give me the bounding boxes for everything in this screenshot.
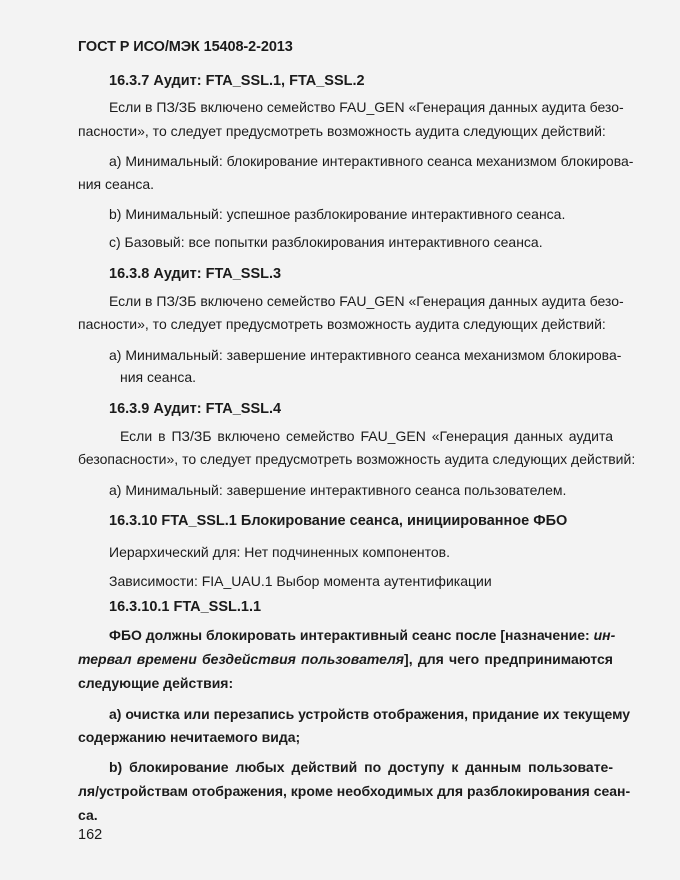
- subsection-title-16-3-10-1: 16.3.10.1 FTA_SSL.1.1: [109, 599, 262, 615]
- page-number: 162: [78, 827, 103, 843]
- assignment-text: ин-: [593, 627, 616, 643]
- paragraph-line: пасности», то следует предусмотреть возможность аудита следующих действий:: [78, 123, 606, 139]
- dependencies-line: Зависимости: FIA_UAU.1 Выбор момента аутентификации: [109, 573, 492, 589]
- document-header: ГОСТ Р ИСО/МЭК 15408-2-2013: [78, 39, 293, 55]
- requirement-item-a-continuation: содержанию нечитаемого вида;: [78, 729, 301, 745]
- list-item-c: с) Базовый: все попытки разблокирования интерактивного сеанса.: [109, 234, 543, 250]
- list-item-a: а) Минимальный: завершение интерактивного сеанса механизмом блокирова-: [109, 347, 622, 363]
- requirement-item-a: а) очистка или перезапись устройств отображения, придание их текущему: [109, 706, 631, 722]
- requirement-line: [78, 650, 613, 668]
- hierarchical-line: Иерархический для: Нет подчиненных компонентов.: [109, 544, 450, 560]
- assignment-text: тервал времени бездействия пользователя: [78, 651, 405, 667]
- requirement-item-b-continuation: ля/устройствам отображения, кроме необходимых для разблокирования сеан-: [78, 783, 631, 799]
- paragraph-line: пасности», то следует предусмотреть возможность аудита следующих действий:: [78, 316, 606, 332]
- section-title-16-3-7: 16.3.7 Аудит: FTA_SSL.1, FTA_SSL.2: [109, 73, 365, 89]
- requirement-text: ], для чего предпринимаются: [404, 651, 613, 667]
- list-item-a-continuation: ния сеанса.: [78, 176, 155, 192]
- requirement-line: следующие действия:: [78, 675, 234, 691]
- paragraph-line: безопасности», то следует предусмотреть возможность аудита следующих действий:: [78, 451, 636, 467]
- list-item-a-continuation: ния сеанса.: [120, 369, 197, 385]
- requirement-text: ФБО должны блокировать интерактивный сеанс после [назначение:: [109, 627, 594, 643]
- list-item-b: b) Минимальный: успешное разблокирование интерактивного сеанса.: [109, 206, 566, 222]
- requirement-item-b-continuation: са.: [78, 807, 98, 823]
- list-item-a: а) Минимальный: блокирование интерактивного сеанса механизмом блокирова-: [109, 153, 634, 169]
- section-title-16-3-9: 16.3.9 Аудит: FTA_SSL.4: [109, 401, 282, 417]
- section-title-16-3-8: 16.3.8 Аудит: FTA_SSL.3: [109, 266, 282, 282]
- section-title-16-3-10: 16.3.10 FTA_SSL.1 Блокирование сеанса, инициированное ФБО: [109, 513, 568, 529]
- paragraph-line: Если в ПЗ/ЗБ включено семейство FAU_GEN «Генерация данных аудита безо-: [109, 293, 624, 309]
- paragraph-line: Если в ПЗ/ЗБ включено семейство FAU_GEN «Генерация данных аудита: [120, 428, 613, 444]
- requirement-item-b: b) блокирование любых действий по доступу к данным пользовате-: [109, 759, 613, 775]
- list-item-a: а) Минимальный: завершение интерактивного сеанса пользователем.: [109, 482, 567, 498]
- requirement-line: [109, 626, 616, 644]
- paragraph-line: Если в ПЗ/ЗБ включено семейство FAU_GEN «Генерация данных аудита безо-: [109, 99, 624, 115]
